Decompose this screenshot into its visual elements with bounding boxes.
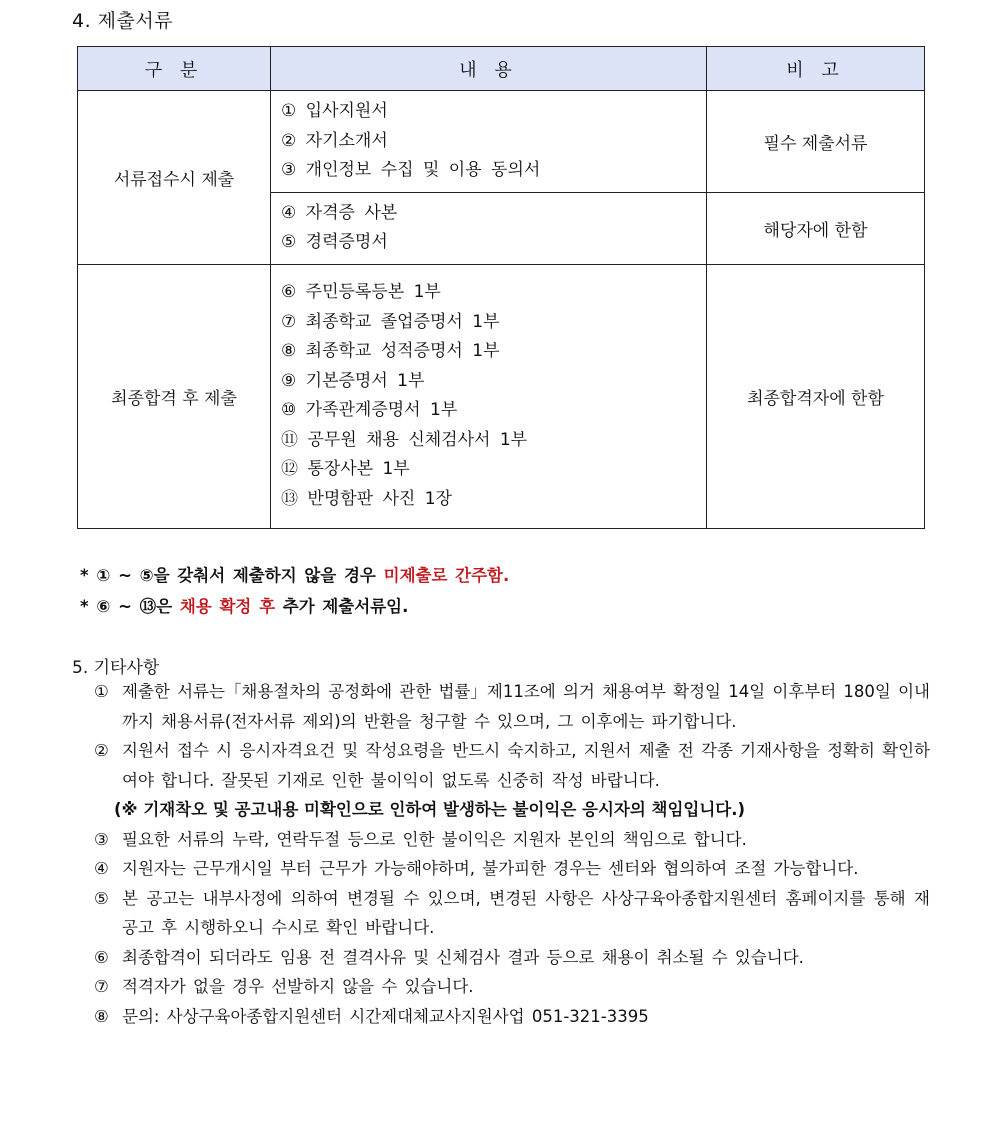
document-item: ⑥ 주민등록등본 1부 (281, 282, 441, 302)
item-number: ① (94, 682, 109, 701)
list-item (94, 677, 930, 736)
list-item (94, 795, 930, 825)
item-number: ③ (94, 829, 109, 849)
section-4-title: 4. 제출서류 (72, 10, 174, 32)
document-item: ⑦ 최종학교 졸업증명서 1부 (281, 311, 500, 332)
note-conditional: 해당자에 한함 (707, 192, 925, 264)
document-item: ⑧ 최종학교 성적증명서 1부 (281, 341, 500, 361)
footnote (80, 560, 509, 591)
document-item: ⑩ 가족관계증명서 1부 (281, 400, 458, 420)
submission-documents-table (77, 46, 925, 529)
note-required: 필수 제출서류 (707, 91, 925, 193)
document-item: ③ 개인정보 수집 및 이용 동의서 (281, 160, 541, 180)
item-text: 필요한 서류의 누락, 연락두절 등으로 인한 불이익은 지원자 본인의 책임으로 합니다. (122, 829, 747, 849)
table-row (78, 264, 925, 528)
footnote (80, 591, 509, 622)
other-notices-list (94, 677, 930, 1031)
item-text: 적격자가 없을 경우 선발하지 않을 수 있습니다. (122, 977, 474, 996)
item-number: ⑥ (94, 947, 109, 967)
table-row (78, 91, 925, 193)
document-item: ① 입사지원서 (281, 101, 388, 121)
footnote-highlight: 채용 확정 후 (179, 597, 276, 616)
item-number: ⑧ (94, 1006, 109, 1026)
document-item: ⑨ 기본증명서 1부 (281, 370, 425, 391)
list-item (94, 884, 930, 943)
document-item: ⑫ 통장사본 1부 (281, 459, 410, 479)
item-number: ⑤ (94, 888, 109, 908)
item-text: 최종합격이 되더라도 임용 전 결격사유 및 신체검사 결과 등으로 채용이 취소될 수 있습니다. (122, 947, 804, 967)
note-final: 최종합격자에 한함 (707, 264, 925, 528)
footnote-highlight: 미제출로 간주함. (383, 566, 510, 585)
warning-text: (※ 기재착오 및 공고내용 미확인으로 인하여 발생하는 불이익은 응시자의 책임입니다.) (114, 800, 746, 819)
header-category: 구 분 (78, 47, 271, 91)
table-header-row (78, 47, 925, 91)
items-required (271, 91, 707, 193)
table-footnotes (80, 560, 509, 622)
items-conditional (271, 192, 707, 264)
item-number: ② (94, 741, 109, 760)
list-item (94, 825, 930, 855)
list-item (94, 736, 930, 795)
list-item (94, 972, 930, 1002)
item-number: ⑦ (94, 977, 109, 996)
header-content: 내 용 (271, 47, 707, 91)
category-final-stage: 최종합격 후 제출 (78, 264, 271, 528)
footnote-text: * ⑥ ~ ⑬은 (80, 597, 180, 616)
list-item (94, 1002, 930, 1032)
item-text: 본 공고는 내부사정에 의하여 변경될 수 있으며, 변경된 사항은 사상구육아종합지원센터 홈페이지를 통해 재공고 후 시행하오니 수시로 확인 바랍니다. (122, 888, 930, 937)
document-item: ② 자기소개서 (281, 130, 388, 151)
header-note: 비 고 (707, 47, 925, 91)
item-number: ④ (94, 859, 109, 878)
item-text: 지원서 접수 시 응시자격요건 및 작성요령을 반드시 숙지하고, 지원서 제출 전 각종 기재사항을 정확히 확인하여야 합니다. 잘못된 기재로 인한 불이익이 없도록 신중히 작성 바랍니다. (122, 741, 930, 790)
document-item: ⑬ 반명함판 사진 1장 (281, 488, 452, 509)
contact-text: 문의: 사상구육아종합지원센터 시간제대체교사지원사업 051-321-3395 (122, 1006, 649, 1026)
category-application-stage: 서류접수시 제출 (78, 91, 271, 265)
document-item: ⑪ 공무원 채용 신체검사서 1부 (281, 429, 528, 450)
items-final (271, 264, 707, 528)
item-text: 제출한 서류는「채용절차의 공정화에 관한 법률」제11조에 의거 채용여부 확정일 14일 이후부터 180일 이내까지 채용서류(전자서류 제외)의 반환을 청구할 수 있으며, 그 이후에는 파기합니다. (122, 682, 930, 731)
item-text: 지원자는 근무개시일 부터 근무가 가능해야하며, 불가피한 경우는 센터와 협의하여 조절 가능합니다. (122, 859, 859, 878)
document-item: ④ 자격증 사본 (281, 202, 398, 223)
footnote-text: * ① ~ ⑤을 갖춰서 제출하지 않을 경우 (80, 566, 384, 585)
section-5-title: 5. 기타사항 (72, 658, 160, 678)
footnote-text: 추가 제출서류임. (275, 597, 409, 616)
list-item (94, 943, 930, 973)
list-item (94, 854, 930, 884)
document-item: ⑤ 경력증명서 (281, 232, 388, 252)
